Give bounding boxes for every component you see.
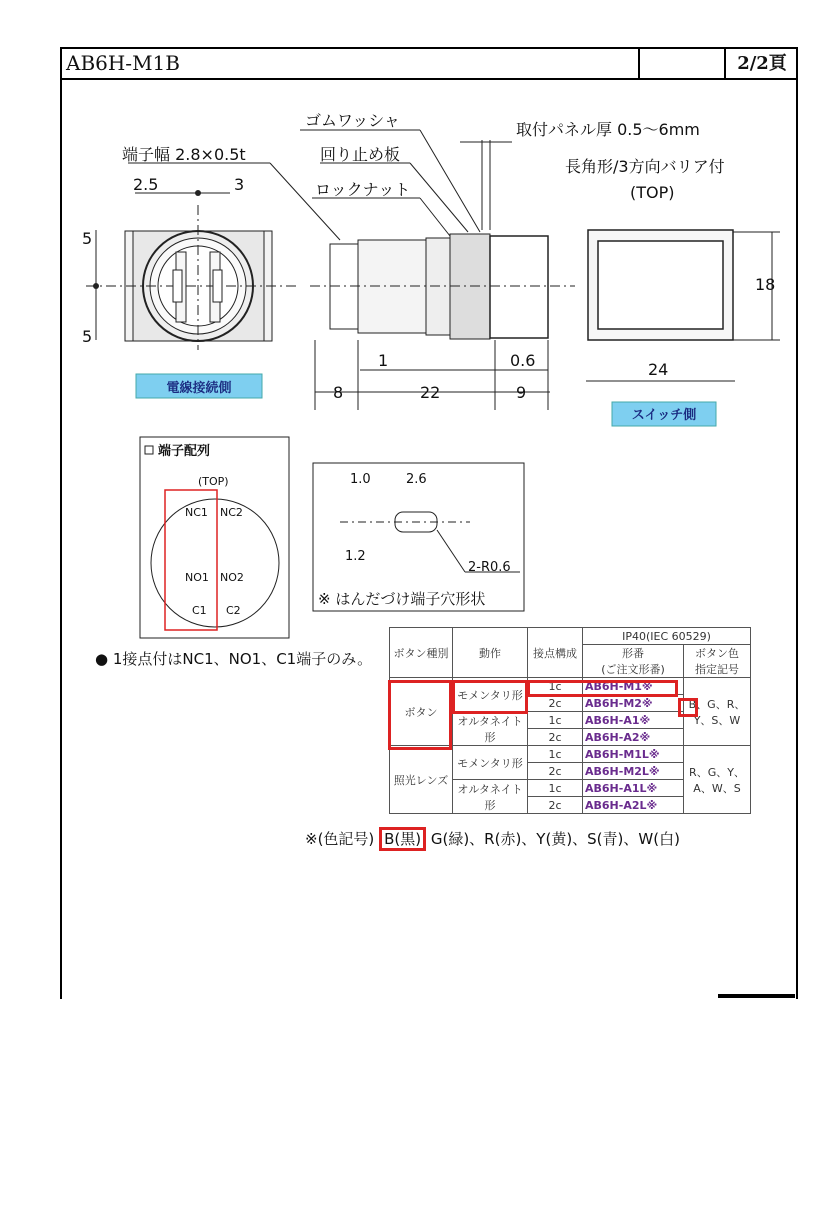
dim-5-bottom: 5 [82,327,93,346]
dim-18: 18 [755,275,776,294]
c-1: 1c [528,712,583,729]
switch-side-tag: スイッチ側 [631,408,697,423]
page-number: 2/2頁 [724,49,798,78]
a-alt-2: オルタネイト形 [453,780,528,814]
color-b: B [688,697,697,711]
note-1c-text: 1接点付はNC1、NO1、C1端子のみ。 [112,650,373,668]
wire-side-tag: 電線接続側 [166,381,232,396]
dim-2-5: 2.5 [133,175,159,194]
a-mom-2: モメンタリ形 [453,746,528,780]
c-2: 2c [528,729,583,746]
label-top: (TOP) [630,183,675,202]
c-2: 2c [528,695,583,712]
label-terminal-layout: 端子配列 [158,444,211,459]
colors-lens: R、G、Y、 A、W、S [684,746,751,814]
h-color: ボタン色 指定記号 [684,645,751,678]
c-2: 2c [528,763,583,780]
g-button: ボタン [390,678,453,746]
dim-5-top: 5 [82,229,93,248]
terminal-no1: NO1 [185,571,209,584]
highlight-button [388,680,452,750]
dim-1-0: 1.0 [350,472,371,487]
a-alt-1: オルタネイト形 [453,712,528,746]
model-m1: AB6H-M1※ [583,678,684,695]
model-a1: AB6H-A1※ [583,712,684,729]
terminal-nc1: NC1 [185,506,208,519]
c-1: 1c [528,780,583,797]
dim-8: 8 [333,383,344,402]
model-a2: AB6H-A2※ [583,729,684,746]
terminal-no2: NO2 [220,571,244,584]
terminal-nc2: NC2 [220,506,243,519]
label-top-small: (TOP) [198,475,229,488]
dim-2-6: 2.6 [406,472,427,487]
dim-0-6: 0.6 [510,351,536,370]
c-1: 1c [528,746,583,763]
label-terminal-width: 端子幅 2.8×0.5t [122,145,246,164]
highlight-momentary [452,680,528,714]
dim-24: 24 [648,360,669,379]
g-lens: 照光レンズ [390,746,453,814]
dim-1: 1 [378,351,389,370]
c-1: 1c [528,678,583,695]
h-contact: 接点構成 [528,628,583,678]
color-note-prefix: ※(色記号) [305,830,375,848]
terminal-c1: C1 [192,604,207,617]
color-note [305,828,680,849]
h-type: ボタン種別 [390,628,453,678]
model-m2l: AB6H-M2L※ [583,763,684,780]
highlight-b [678,698,698,717]
dim-9: 9 [516,383,527,402]
model-m2: AB6H-M2※ [583,695,684,712]
terminal-c2: C2 [226,604,241,617]
color-black: B(黒) [379,827,426,851]
model-a1l: AB6H-A1L※ [583,780,684,797]
label-anti-rotation: 回り止め板 [320,145,401,164]
c-2: 2c [528,797,583,814]
note-1c: ● 1接点付はNC1、NO1、C1端子のみ。 [95,650,373,668]
dim-3: 3 [234,175,245,194]
label-lock-nut: ロックナット [315,180,411,199]
model-m1l: AB6H-M1L※ [583,746,684,763]
h-action: 動作 [453,628,528,678]
color-rest-note: G(緑)、R(赤)、Y(黄)、S(青)、W(白) [430,830,680,848]
h-ip: IP40(IEC 60529) [583,628,751,645]
label-panel-thickness: 取付パネル厚 0.5〜6mm [516,120,700,139]
color-rest: 、G、R、 Y、S、W [693,697,746,727]
label-rubber-washer: ゴムワッシャ [305,111,400,130]
label-solder-hole: ※ はんだづけ端子穴形状 [318,590,486,608]
dim-1-2: 1.2 [345,549,366,564]
highlight-m1 [527,680,678,697]
label-rect-barrier: 長角形/3方向バリア付 [565,157,725,176]
dim-r0-6: 2-R0.6 [468,560,511,575]
h-model: 形番 (ご注文形番) [583,645,684,678]
model-a2l: AB6H-A2L※ [583,797,684,814]
model-title: AB6H-M1B [66,51,180,75]
dim-22: 22 [420,383,441,402]
a-mom-1: モメンタリ形 [453,678,528,712]
